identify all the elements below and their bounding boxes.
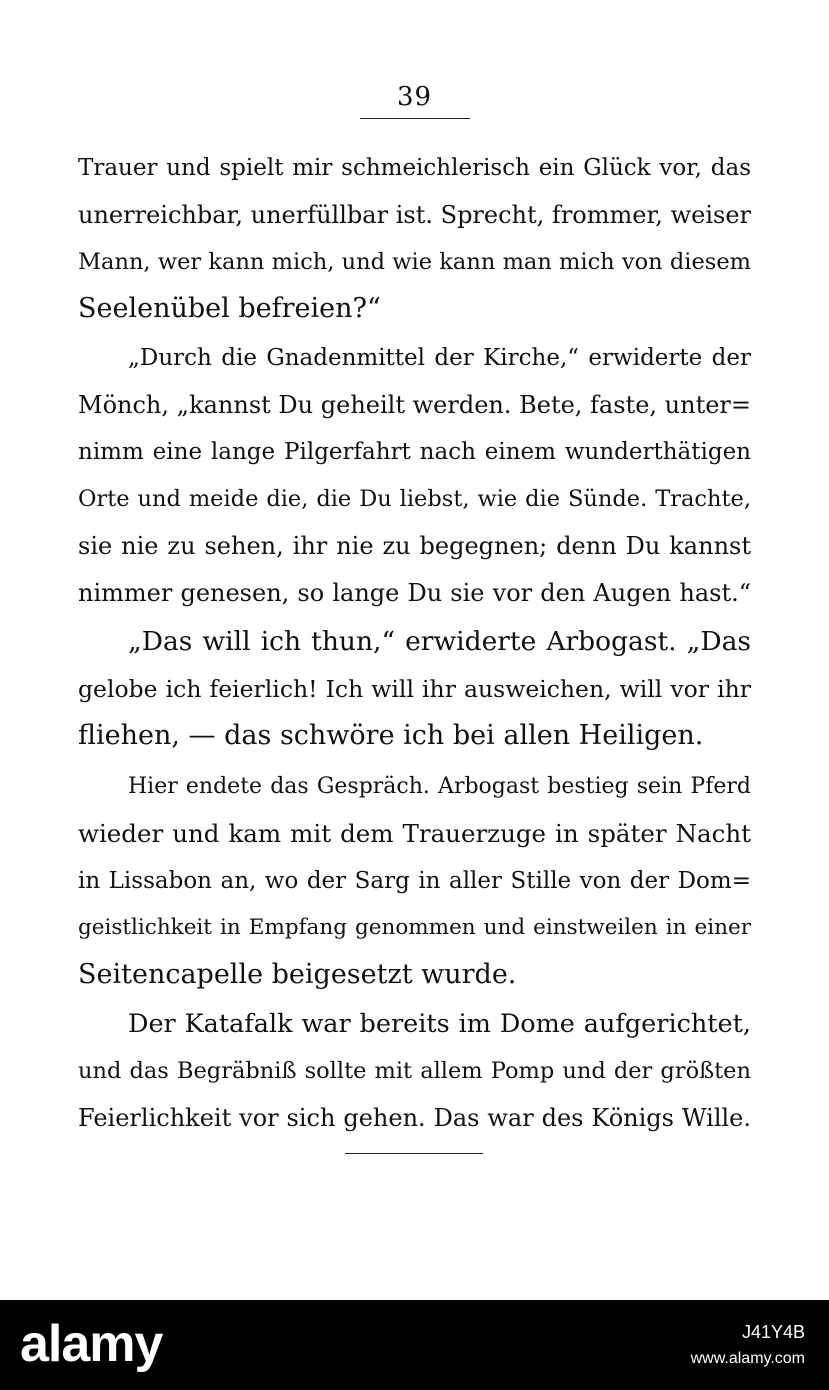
text-line: Feierlichkeit vor sich gehen. Das war des Königs Wille.: [78, 1104, 751, 1132]
watermark-bar: [0, 1300, 829, 1390]
text-line: „Durch die Gnadenmittel der Kirche,“ erwiderte der: [128, 345, 751, 371]
text-line: gelobe ich feierlich! Ich will ihr ausweichen, will vor ihr: [78, 675, 751, 703]
text-line: geistlichkeit in Empfang genommen und einstweilen in einer: [78, 915, 751, 940]
text-line: Der Katafalk war bereits im Dome aufgerichtet,: [128, 1009, 751, 1039]
page-number: 39: [396, 82, 433, 112]
text-line: „Das will ich thun,“ erwiderte Arbogast. „Das: [128, 626, 751, 657]
page-number-rule: [360, 118, 470, 119]
text-line: Trauer und spielt mir schmeichlerisch ein Glück vor, das: [78, 155, 751, 181]
text-line: und das Begräbniß sollte mit allem Pomp und der größten: [78, 1058, 751, 1084]
alamy-logo: alamy: [20, 1315, 163, 1373]
site-url: www.alamy.com: [690, 1350, 805, 1367]
text-line: in Lissabon an, wo der Sarg in aller Stille von der Dom=: [78, 868, 751, 894]
text-line: wieder und kam mit dem Trauerzuge in später Nacht: [78, 819, 751, 848]
text-line: Mann, wer kann mich, und wie kann man mich von diesem: [78, 249, 751, 275]
text-line: unerreichbar, unerfüllbar ist. Sprecht, frommer, weiser: [78, 201, 751, 229]
text-line: sie nie zu sehen, ihr nie zu begegnen; denn Du kannst: [78, 532, 751, 560]
text-line: Seitencapelle beigesetzt wurde.: [78, 959, 517, 990]
text-line: Mönch, „kannst Du geheilt werden. Bete, faste, unter=: [78, 391, 752, 419]
image-id: J41Y4B: [741, 1322, 805, 1342]
text-line: Seelenübel befreien?“: [78, 293, 381, 324]
text-line: Orte und meide die, die Du liebst, wie die Sünde. Trachte,: [78, 486, 751, 512]
text-line: nimm eine lange Pilgerfahrt nach einem wunderthätigen: [78, 439, 751, 465]
end-rule: [345, 1153, 483, 1154]
text-line: nimmer genesen, so lange Du sie vor den Augen hast.“: [78, 579, 751, 607]
text-line: Hier endete das Gespräch. Arbogast bestieg sein Pferd: [128, 774, 751, 799]
text-line: fliehen, — das schwöre ich bei allen Heiligen.: [78, 720, 704, 751]
